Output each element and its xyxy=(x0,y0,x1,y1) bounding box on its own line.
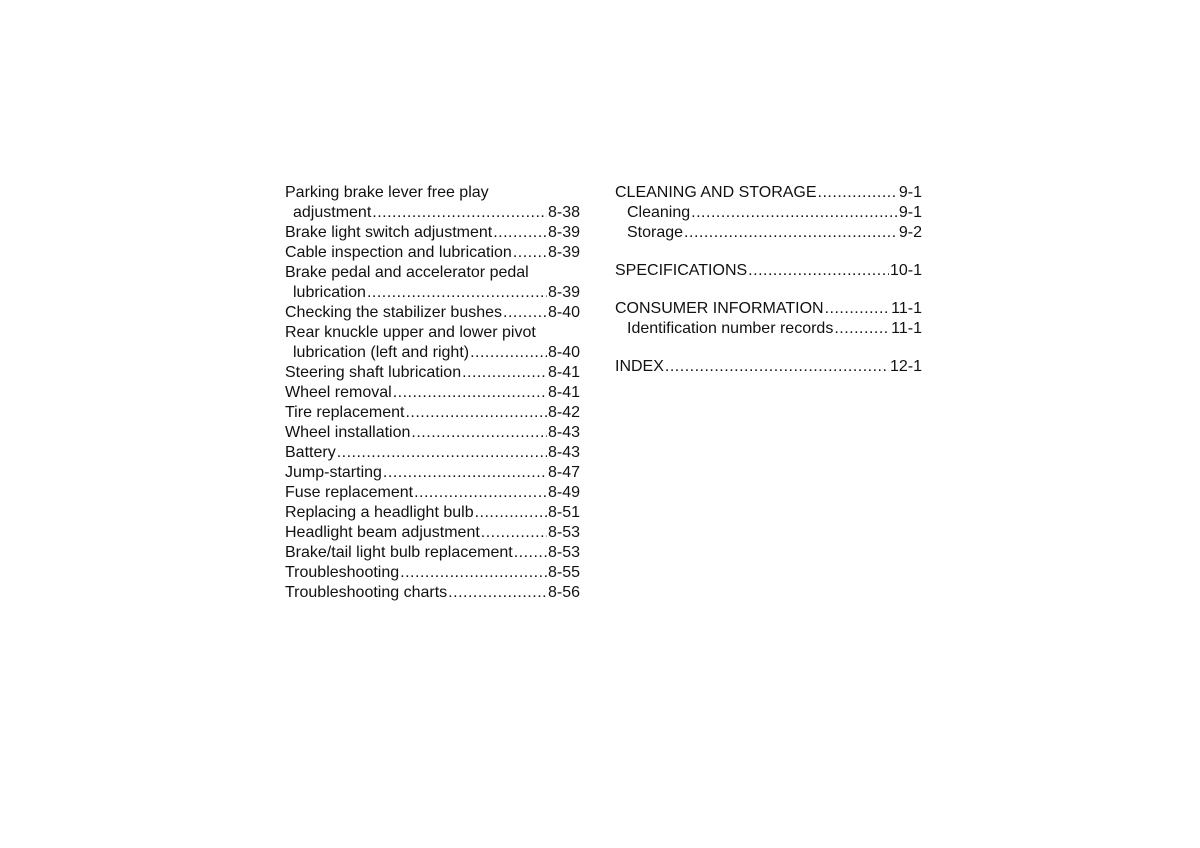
toc-entry-page: 12-1 xyxy=(889,358,922,375)
toc-entry-page: 8-53 xyxy=(547,524,580,541)
toc-entry-page: 8-42 xyxy=(547,404,580,421)
toc-entry-page: 9-1 xyxy=(898,184,922,201)
toc-heading-line: Rear knuckle upper and lower pivot xyxy=(285,324,536,341)
dot-leader xyxy=(393,383,547,403)
toc-entry-label: Wheel installation xyxy=(285,424,411,441)
toc-entry-page: 8-51 xyxy=(547,504,580,521)
toc-entry-storage[interactable] xyxy=(615,223,922,243)
toc-entry-label: adjustment xyxy=(293,204,372,221)
toc-entry-label: Troubleshooting xyxy=(285,564,400,581)
dot-leader xyxy=(470,343,547,363)
toc-entry-label: Troubleshooting charts xyxy=(285,584,448,601)
dot-leader xyxy=(448,583,547,603)
dot-leader xyxy=(513,243,547,263)
toc-entry-label: Steering shaft lubrication xyxy=(285,364,462,381)
toc-entry-steering-shaft-lubrication[interactable] xyxy=(285,363,580,383)
dot-leader xyxy=(503,303,547,323)
dot-leader xyxy=(665,357,889,377)
toc-entry-page: 8-47 xyxy=(547,464,580,481)
dot-leader xyxy=(414,483,547,503)
toc-entry-page: 8-41 xyxy=(547,384,580,401)
toc-entry-label: Headlight beam adjustment xyxy=(285,524,480,541)
section-gap xyxy=(615,339,922,357)
toc-entry-label: Storage xyxy=(627,224,684,241)
toc-entry-label: CONSUMER INFORMATION xyxy=(615,300,824,317)
toc-entry-page: 8-49 xyxy=(547,484,580,501)
dot-leader xyxy=(748,261,889,281)
toc-entry-brake-tail-light-bulb-replacement[interactable] xyxy=(285,543,580,563)
toc-entry-identification-number-records[interactable] xyxy=(615,319,922,339)
dot-leader xyxy=(834,319,890,339)
toc-entry-page: 10-1 xyxy=(889,262,922,279)
toc-entry-battery[interactable] xyxy=(285,443,580,463)
toc-entry-page: 11-1 xyxy=(891,320,922,337)
toc-entry-label: lubrication (left and right) xyxy=(293,344,470,361)
toc-entry-page: 11-1 xyxy=(891,300,922,317)
toc-entry-label: Brake/tail light bulb replacement xyxy=(285,544,513,561)
toc-entry-label: Brake light switch adjustment xyxy=(285,224,493,241)
toc-entry-label: CLEANING AND STORAGE xyxy=(615,184,817,201)
section-gap xyxy=(615,243,922,261)
toc-entry-tire-replacement[interactable] xyxy=(285,403,580,423)
toc-entry-label: Tire replacement xyxy=(285,404,405,421)
dot-leader xyxy=(481,523,547,543)
toc-entry-lubrication-left-and-right[interactable] xyxy=(285,343,580,363)
toc-entry-checking-the-stabilizer-bushes[interactable] xyxy=(285,303,580,323)
toc-entry-label: INDEX xyxy=(615,358,664,375)
toc-entry-page: 8-55 xyxy=(547,564,580,581)
toc-entry-adjustment[interactable] xyxy=(285,203,580,223)
dot-leader xyxy=(475,503,547,523)
toc-entry-label: Jump-starting xyxy=(285,464,382,481)
toc-entry-page: 8-41 xyxy=(547,364,580,381)
toc-entry-brake-light-switch-adjustment[interactable] xyxy=(285,223,580,243)
dot-leader xyxy=(367,283,547,303)
dot-leader xyxy=(825,299,891,319)
toc-entry-consumer-information[interactable] xyxy=(615,299,922,319)
toc-entry-specifications[interactable] xyxy=(615,261,922,281)
toc-entry-page: 8-53 xyxy=(547,544,580,561)
dot-leader xyxy=(400,563,547,583)
toc-entry-label: Wheel removal xyxy=(285,384,392,401)
toc-entry-page: 8-38 xyxy=(547,204,580,221)
toc-entry-label: Cleaning xyxy=(627,204,691,221)
toc-entry-headlight-beam-adjustment[interactable] xyxy=(285,523,580,543)
toc-entry-page: 8-39 xyxy=(547,284,580,301)
dot-leader xyxy=(405,403,547,423)
toc-entry-label: Identification number records xyxy=(627,320,834,337)
toc-heading-line: Parking brake lever free play xyxy=(285,184,489,201)
dot-leader xyxy=(818,183,898,203)
toc-entry-label: SPECIFICATIONS xyxy=(615,262,748,279)
toc-entry-wheel-installation[interactable] xyxy=(285,423,580,443)
toc-entry-replacing-a-headlight-bulb[interactable] xyxy=(285,503,580,523)
toc-entry-page: 9-1 xyxy=(898,204,922,221)
toc-entry-page: 8-43 xyxy=(547,424,580,441)
toc-entry-page: 8-43 xyxy=(547,444,580,461)
dot-leader xyxy=(691,203,898,223)
toc-entry-troubleshooting[interactable] xyxy=(285,563,580,583)
toc-entry-wheel-removal[interactable] xyxy=(285,383,580,403)
toc-entry-cleaning[interactable] xyxy=(615,203,922,223)
toc-entry-cable-inspection-and-lubrication[interactable] xyxy=(285,243,580,263)
toc-left-column xyxy=(285,183,580,603)
dot-leader xyxy=(462,363,547,383)
toc-entry-page: 8-40 xyxy=(547,304,580,321)
toc-entry-troubleshooting-charts[interactable] xyxy=(285,583,580,603)
toc-entry-label: Battery xyxy=(285,444,336,461)
toc-right-column xyxy=(615,183,922,377)
dot-leader xyxy=(493,223,547,243)
toc-entry-page: 8-56 xyxy=(547,584,580,601)
toc-entry-page: 8-40 xyxy=(547,344,580,361)
dot-leader xyxy=(684,223,898,243)
toc-entry-label: lubrication xyxy=(293,284,366,301)
dot-leader xyxy=(337,443,547,463)
dot-leader xyxy=(372,203,547,223)
toc-entry-page: 8-39 xyxy=(547,224,580,241)
dot-leader xyxy=(411,423,547,443)
toc-entry-index[interactable] xyxy=(615,357,922,377)
dot-leader xyxy=(383,463,547,483)
toc-entry-label: Replacing a headlight bulb xyxy=(285,504,474,521)
toc-entry-page: 8-39 xyxy=(547,244,580,261)
toc-entry-page: 9-2 xyxy=(898,224,922,241)
toc-entry-jump-starting[interactable] xyxy=(285,463,580,483)
toc-entry-cleaning-and-storage[interactable] xyxy=(615,183,922,203)
toc-heading-line: Brake pedal and accelerator pedal xyxy=(285,264,529,281)
toc-entry-label: Cable inspection and lubrication xyxy=(285,244,512,261)
toc-entry-label: Checking the stabilizer bushes xyxy=(285,304,503,321)
section-gap xyxy=(615,281,922,299)
toc-entry-fuse-replacement[interactable] xyxy=(285,483,580,503)
toc-entry-label: Fuse replacement xyxy=(285,484,414,501)
toc-entry-lubrication[interactable] xyxy=(285,283,580,303)
dot-leader xyxy=(514,543,547,563)
